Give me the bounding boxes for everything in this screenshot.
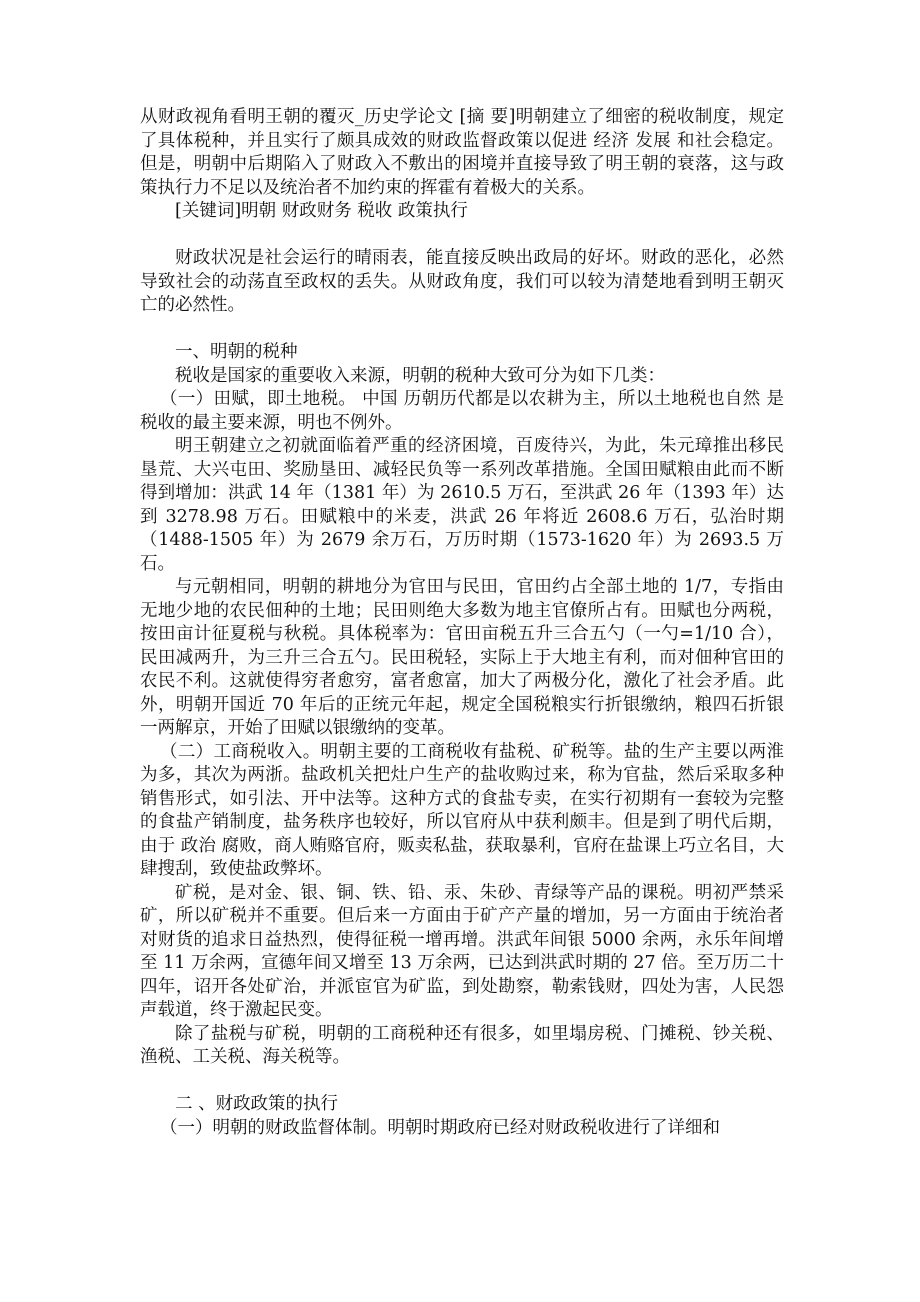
section1-paragraph-4: 矿税，是对金、银、铜、铁、铅、汞、朱砂、青绿等产品的课税。明初严禁采矿，所以矿税并不重要。但后来一方面由于矿产产量的增加，另一方面由于统治者对财货的追求日益热烈，使得征税一增再增。洪武年间银 5000 余两，永乐年间增至 11 万余两，宣德年间又增至 13 万余两，已达到洪武时期的 27 倍。至万历二十四年，诏开各处矿治，并派宦官为矿监，到处勘察，勒索钱财，四处为害，人民怨声载道，终于激起民变。 bbox=[140, 882, 784, 1020]
intro-paragraph: 财政状况是社会运行的晴雨表，能直接反映出政局的好坏。财政的恶化，必然导致社会的动荡直至政权的丢失。从财政角度，我们可以较为清楚地看到明王朝灭亡的必然性。 bbox=[140, 248, 784, 315]
spacer bbox=[140, 224, 784, 248]
section2-subheading-1: （一）明朝的财政监督体制。明朝时期政府已经对财政税收进行了详细和 bbox=[160, 1117, 720, 1138]
section1-subheading-1: （一）田赋，即土地税。 中国 历朝历代都是以农耕为主，所以土地税也自然 是税收的最主要来源，明也不例外。 bbox=[140, 389, 784, 433]
section1-paragraph-1: 税收是国家的重要收入来源，明朝的税种大致可分为如下几类： bbox=[175, 365, 665, 386]
spacer bbox=[140, 318, 784, 342]
section1-paragraph-5: 除了盐税与矿税，明朝的工商税种还有很多，如里塌房税、门摊税、钞关税、渔税、工关税、海关税等。 bbox=[140, 1023, 784, 1067]
section1-paragraph-2: 明王朝建立之初就面临着严重的经济困境，百废待兴，为此，朱元璋推出移民垦荒、大兴屯田、奖励垦田、减轻民负等一系列改革措施。全国田赋粮由此而不断得到增加：洪武 14 年（1381 年）为 2610.5 万石，至洪武 26 年（1393 年）达到 3278.98 万石。田赋粮中的米麦，洪武 26 年将近 2608.6 万石，弘治时期（1488-1505 年）为 2679 余万石，万历时期（1573-1620 年）为 2693.5 万石。 bbox=[140, 436, 784, 574]
section1-paragraph-3: 与元朝相同，明朝的耕地分为官田与民田，官田约占全部土地的 1/7，专指由无地少地的农民佃种的土地；民田则绝大多数为地主官僚所占有。田赋也分两税，按田亩计征夏税与秋税。具体税率为：官田亩税五升三合五勺（一勺=1/10 合），民田减两升，为三升三合五勺。民田税轻，实际上于大地主有利，而对佃种官田的农民不利。这就使得穷者愈穷，富者愈富，加大了两极分化，激化了社会矛盾。此外，明朝开国近 70 年后的正统元年起，规定全国税粮实行折银缴纳，粮四石折银一两解京，开始了田赋以银缴纳的变革。 bbox=[140, 577, 784, 738]
keywords-line: [关键词]明朝 财政财务 税收 政策执行 bbox=[175, 201, 468, 221]
section2-heading: 二 、财政政策的执行 bbox=[175, 1094, 339, 1114]
section1-heading: 一、明朝的税种 bbox=[175, 342, 298, 362]
spacer bbox=[140, 1070, 784, 1094]
section1-subheading-2: （二）工商税收入。明朝主要的工商税收有盐税、矿税等。盐的生产主要以两淮为多，其次为两浙。盐政机关把灶户生产的盐收购过来，称为官盐，然后采取多种销售形式，如引法、开中法等。这种方式的食盐专卖，在实行初期有一套较为完整的食盐产销制度，盐务秩序也较好，所以官府从中获利颇丰。但是到了明代后期，由于 政治 腐败，商人贿赂官府，贩卖私盐，获取暴利，官府在盐课上巧立名目，大肆搜刮，致使盐政弊坏。 bbox=[140, 741, 784, 879]
document-body bbox=[140, 106, 784, 1140]
abstract-paragraph: 从财政视角看明王朝的覆灭_历史学论文 [摘 要]明朝建立了细密的税收制度，规定了具体税种，并且实行了颇具成效的财政监督政策以促进 经济 发展 和社会稳定。但是，明朝中后期陷入了财政入不敷出的困境并直接导致了明王朝的衰落，这与政策执行力不足以及统治者不加约束的挥霍有着极大的关系。 bbox=[140, 107, 784, 198]
